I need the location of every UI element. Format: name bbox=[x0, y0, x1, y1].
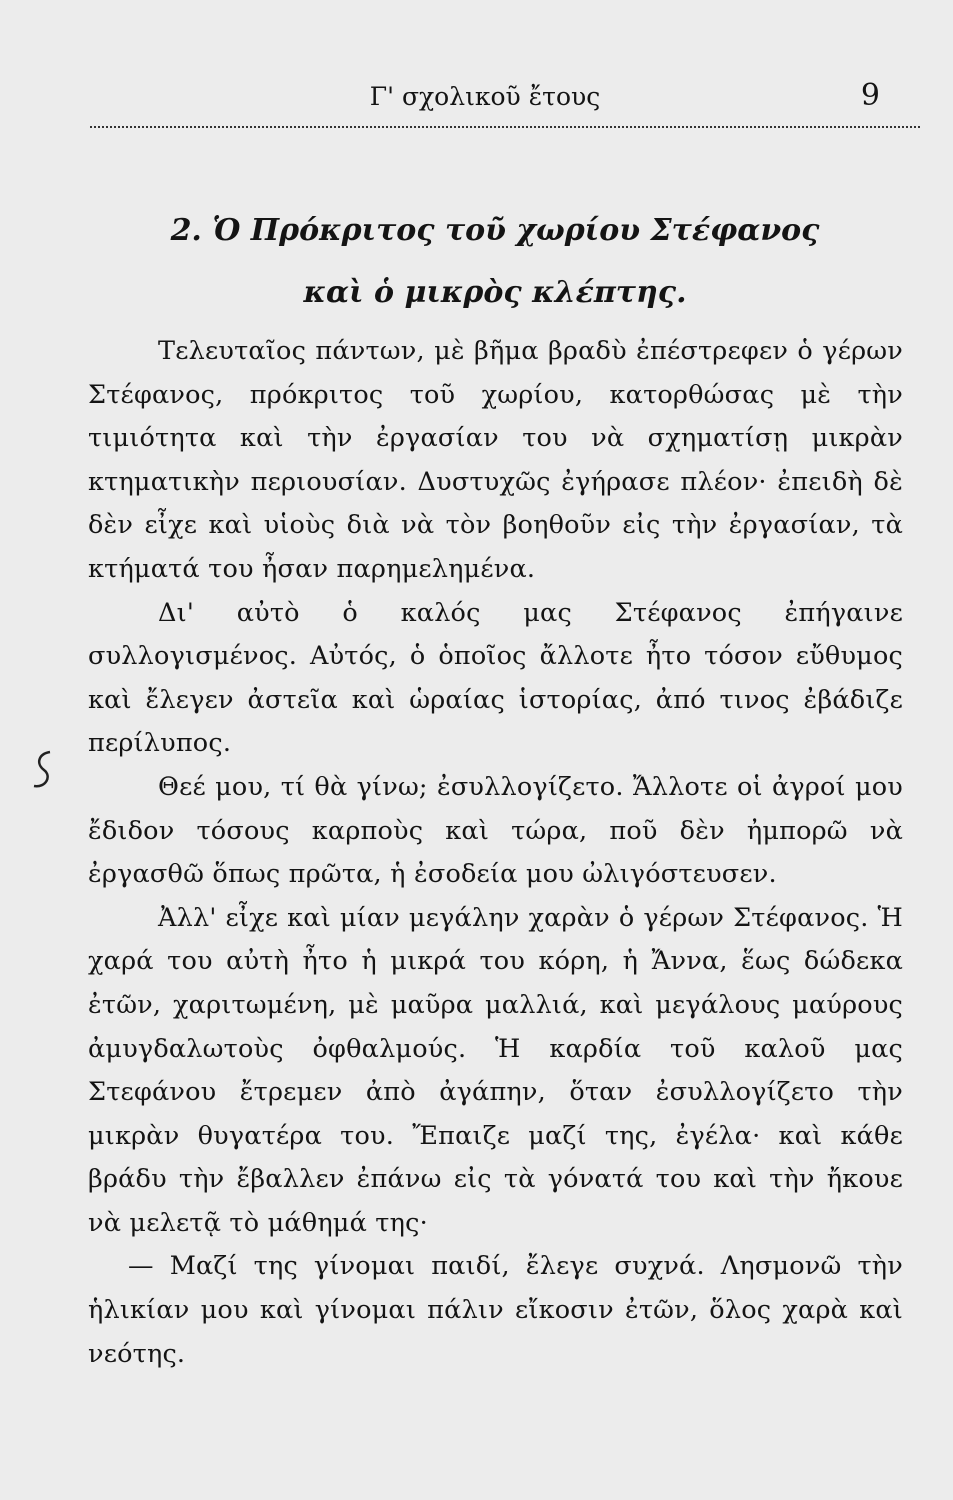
pencil-mark bbox=[28, 748, 58, 792]
paragraph-2: Δι' αὐτὸ ὁ καλός μας Στέφανος ἐπήγαινε συλλογισμένος. Αὐτός, ὁ ὁποῖος ἄλλοτε ἦτο τόσον εὔθυμος καὶ ἔλεγεν ἀστεῖα καὶ ὡραίας ἱστορίας, ἀπό τινος ἐβάδιζε περίλυπος. bbox=[88, 597, 903, 759]
paragraph-4: Ἀλλ' εἶχε καὶ μίαν μεγάλην χαρὰν ὁ γέρων Στέφανος. Ἡ χαρά του αὐτὴ ἦτο ἡ μικρά του κόρη, ἡ Ἄννα, ἕως δώδεκα ἐτῶν, χαριτωμένη, μὲ μαῦρα μαλλιά, καὶ μεγάλους μαύρους ἀμυγδαλωτοὺς ὀφθαλμούς. Ἡ καρδία τοῦ καλοῦ μας Στεφάνου ἔτρεμεν ἀπὸ ἀγάπην, ὅταν ἐσυλλογίζετο τὴν μικρὰν θυγατέρα του. Ἔπαιζε μαζί της, ἐγέλα· καὶ κάθε βράδυ τὴν ἔβαλλεν ἐπάνω εἰς τὰ γόνατά του καὶ τὴν ἤκουε νὰ μελετᾷ τὸ μάθημά της· bbox=[88, 902, 903, 1238]
running-head bbox=[90, 78, 880, 122]
chapter-title-line-2: καὶ ὁ μικρὸς κλέπτης. bbox=[303, 275, 687, 310]
chapter-title bbox=[90, 200, 900, 324]
running-title: Γ' σχολικοῦ ἔτους bbox=[369, 82, 601, 111]
page-number: 9 bbox=[860, 78, 880, 113]
body-text bbox=[88, 330, 903, 1376]
header-rule bbox=[90, 126, 920, 128]
paragraph-3: Θεέ μου, τί θὰ γίνω; ἐσυλλογίζετο. Ἄλλοτε οἱ ἀγροί μου ἔδιδον τόσους καρποὺς καὶ τώρα, ποῦ δὲν ἠμπορῶ νὰ ἐργασθῶ ὅπως πρῶτα, ἡ ἐσοδεία μου ὠλιγόστευσεν. bbox=[88, 771, 903, 890]
paragraph-1: Τελευταῖος πάντων, μὲ βῆμα βραδὺ ἐπέστρεφεν ὁ γέρων Στέφανος, πρόκριτος τοῦ χωρίου, κατορθώσας μὲ τὴν τιμιότητα καὶ τὴν ἐργασίαν του νὰ σχηματίσῃ μικρὰν κτηματικὴν περιουσίαν. Δυστυχῶς ἐγήρασε πλέον· ἐπειδὴ δὲ δὲν εἶχε καὶ υἱοὺς διὰ νὰ τὸν βοηθοῦν εἰς τὴν ἐργασίαν, τὰ κτήματά του ἦσαν παρημελημένα. bbox=[88, 336, 903, 584]
paragraph-5: — Μαζί της γίνομαι παιδί, ἔλεγε συχνά. Λησμονῶ τὴν ἡλικίαν μου καὶ γίνομαι πάλιν εἴκοσιν ἐτῶν, ὅλος χαρὰ καὶ νεότης. bbox=[88, 1251, 903, 1369]
chapter-title-line-1: 2. Ὁ Πρόκριτος τοῦ χωρίου Στέφανος bbox=[170, 213, 820, 248]
